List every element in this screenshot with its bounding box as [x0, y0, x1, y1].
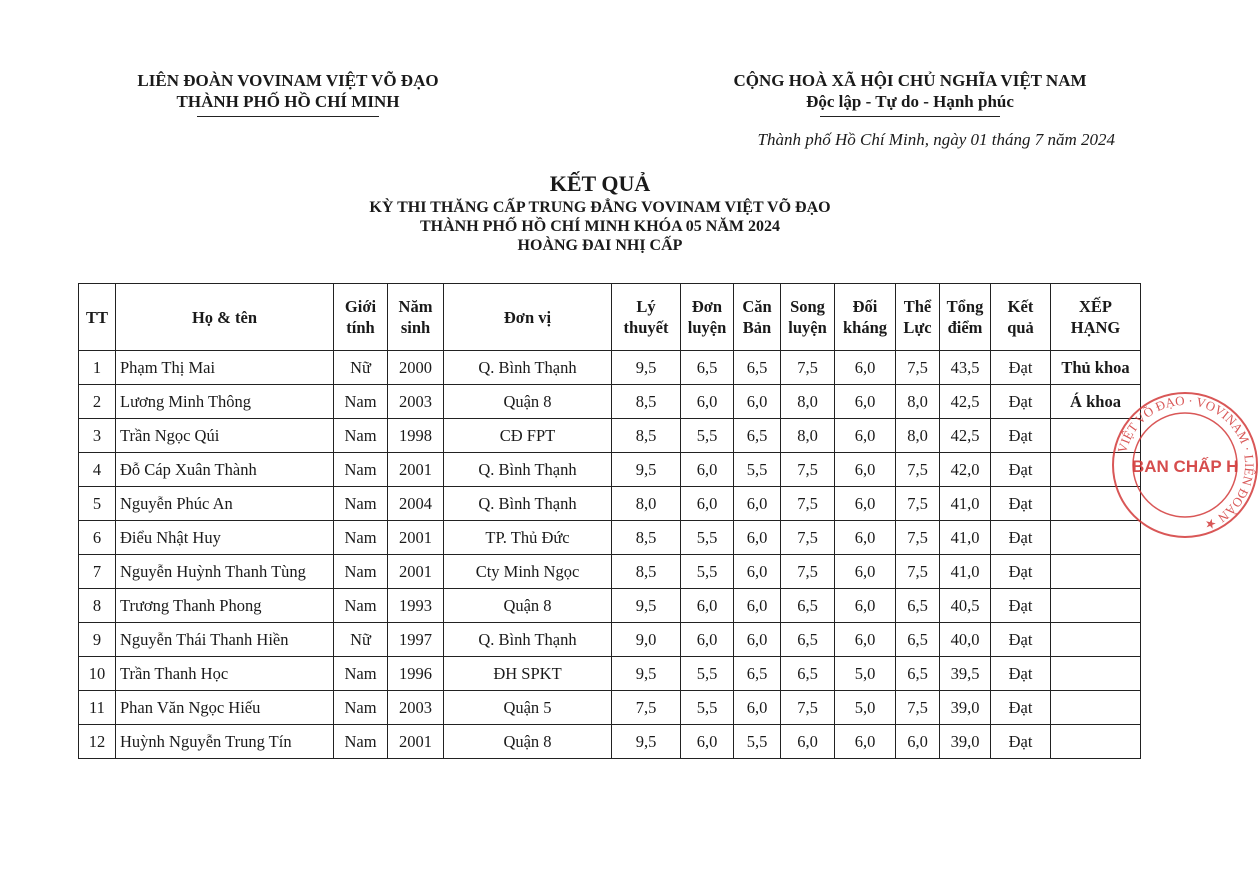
cell-year: 2003 — [388, 385, 444, 419]
cell-pair: 7,5 — [781, 555, 835, 589]
table-row — [79, 453, 1141, 487]
cell-pair: 8,0 — [781, 419, 835, 453]
table-row — [79, 623, 1141, 657]
cell-solo: 5,5 — [681, 555, 734, 589]
title-main: KẾT QUẢ — [549, 171, 651, 196]
col-sparring: Đối kháng — [835, 284, 896, 351]
cell-year: 2003 — [388, 691, 444, 725]
cell-sparring: 6,0 — [835, 623, 896, 657]
cell-total: 39,0 — [940, 691, 991, 725]
cell-name: Nguyễn Phúc An — [116, 487, 334, 521]
cell-fitness: 7,5 — [896, 351, 940, 385]
col-pair: Song luyện — [781, 284, 835, 351]
col-rank: XẾP HẠNG — [1051, 284, 1141, 351]
cell-pair: 7,5 — [781, 351, 835, 385]
cell-gender: Nam — [334, 555, 388, 589]
cell-theory: 8,5 — [612, 555, 681, 589]
cell-solo: 6,0 — [681, 453, 734, 487]
cell-sparring: 6,0 — [835, 725, 896, 759]
cell-result: Đạt — [991, 419, 1051, 453]
cell-unit: Quận 8 — [444, 725, 612, 759]
cell-unit: CĐ FPT — [444, 419, 612, 453]
cell-fitness: 7,5 — [896, 453, 940, 487]
cell-gender: Nam — [334, 487, 388, 521]
col-total: Tổng điểm — [940, 284, 991, 351]
cell-fitness: 6,5 — [896, 623, 940, 657]
cell-pair: 6,5 — [781, 623, 835, 657]
cell-year: 2001 — [388, 725, 444, 759]
cell-sparring: 6,0 — [835, 351, 896, 385]
cell-sparring: 6,0 — [835, 419, 896, 453]
cell-theory: 8,0 — [612, 487, 681, 521]
cell-tt: 6 — [79, 521, 116, 555]
col-fitness: Thể Lực — [896, 284, 940, 351]
cell-gender: Nam — [334, 657, 388, 691]
col-solo: Đơn luyện — [681, 284, 734, 351]
stamp-ring-text: VIỆT VÕ ĐẠO · VOVINAM · LIÊN ĐOÀN ★ — [1114, 392, 1258, 534]
cell-pair: 6,5 — [781, 589, 835, 623]
cell-theory: 7,5 — [612, 691, 681, 725]
cell-solo: 6,5 — [681, 351, 734, 385]
cell-total: 41,0 — [940, 521, 991, 555]
col-unit: Đơn vị — [444, 284, 612, 351]
cell-solo: 5,5 — [681, 419, 734, 453]
cell-total: 41,0 — [940, 555, 991, 589]
cell-gender: Nữ — [334, 351, 388, 385]
cell-sparring: 6,0 — [835, 589, 896, 623]
cell-theory: 9,5 — [612, 589, 681, 623]
cell-name: Đỗ Cáp Xuân Thành — [116, 453, 334, 487]
table-row — [79, 385, 1141, 419]
cell-year: 1993 — [388, 589, 444, 623]
stamp-center-text: BAN CHẤP H — [1132, 457, 1239, 476]
cell-gender: Nam — [334, 521, 388, 555]
org-name: LIÊN ĐOÀN VOVINAM VIỆT VÕ ĐẠO — [137, 71, 439, 90]
cell-unit: Quận 8 — [444, 589, 612, 623]
cell-year: 2001 — [388, 555, 444, 589]
cell-basic: 5,5 — [734, 725, 781, 759]
cell-basic: 6,0 — [734, 691, 781, 725]
cell-result: Đạt — [991, 623, 1051, 657]
cell-fitness: 8,0 — [896, 385, 940, 419]
cell-tt: 7 — [79, 555, 116, 589]
table-row — [79, 487, 1141, 521]
title-sub-1: KỲ THI THĂNG CẤP TRUNG ĐẲNG VOVINAM VIỆT VÕ ĐẠO — [369, 199, 831, 216]
cell-pair: 7,5 — [781, 453, 835, 487]
cell-rank: Thủ khoa — [1051, 351, 1141, 385]
cell-pair: 6,5 — [781, 657, 835, 691]
col-year: Năm sinh — [388, 284, 444, 351]
cell-gender: Nam — [334, 691, 388, 725]
cell-basic: 6,5 — [734, 351, 781, 385]
cell-name: Điểu Nhật Huy — [116, 521, 334, 555]
official-seal-stamp — [1110, 390, 1260, 540]
cell-pair: 6,0 — [781, 725, 835, 759]
cell-gender: Nam — [334, 589, 388, 623]
col-tt: TT — [79, 284, 116, 351]
cell-gender: Nam — [334, 419, 388, 453]
cell-name: Lương Minh Thông — [116, 385, 334, 419]
cell-solo: 6,0 — [681, 589, 734, 623]
cell-result: Đạt — [991, 657, 1051, 691]
national-motto: Độc lập - Tự do - Hạnh phúc — [806, 92, 1014, 111]
cell-result: Đạt — [991, 487, 1051, 521]
cell-unit: Q. Bình Thạnh — [444, 351, 612, 385]
cell-rank — [1051, 589, 1141, 623]
cell-name: Nguyễn Huỳnh Thanh Tùng — [116, 555, 334, 589]
cell-name: Phan Văn Ngọc Hiếu — [116, 691, 334, 725]
cell-result: Đạt — [991, 589, 1051, 623]
cell-fitness: 6,5 — [896, 657, 940, 691]
cell-rank — [1051, 555, 1141, 589]
cell-result: Đạt — [991, 555, 1051, 589]
cell-basic: 6,0 — [734, 623, 781, 657]
national-header-underline — [820, 116, 1000, 117]
cell-pair: 7,5 — [781, 487, 835, 521]
title-sub-3: HOÀNG ĐAI NHỊ CẤP — [517, 237, 683, 254]
cell-fitness: 8,0 — [896, 419, 940, 453]
cell-tt: 1 — [79, 351, 116, 385]
cell-tt: 9 — [79, 623, 116, 657]
cell-basic: 6,5 — [734, 657, 781, 691]
col-theory: Lý thuyết — [612, 284, 681, 351]
cell-fitness: 7,5 — [896, 555, 940, 589]
cell-name: Trần Ngọc Qúi — [116, 419, 334, 453]
cell-total: 42,5 — [940, 385, 991, 419]
cell-basic: 5,5 — [734, 453, 781, 487]
cell-fitness: 7,5 — [896, 691, 940, 725]
cell-solo: 6,0 — [681, 623, 734, 657]
cell-year: 2001 — [388, 453, 444, 487]
cell-sparring: 5,0 — [835, 691, 896, 725]
table-row — [79, 419, 1141, 453]
cell-basic: 6,0 — [734, 385, 781, 419]
cell-basic: 6,0 — [734, 555, 781, 589]
cell-unit: Cty Minh Ngọc — [444, 555, 612, 589]
cell-rank: Á khoa — [1051, 385, 1141, 419]
cell-result: Đạt — [991, 691, 1051, 725]
cell-theory: 8,5 — [612, 419, 681, 453]
cell-unit: Q. Bình Thạnh — [444, 623, 612, 657]
cell-year: 2000 — [388, 351, 444, 385]
col-result: Kết quả — [991, 284, 1051, 351]
cell-basic: 6,0 — [734, 589, 781, 623]
cell-theory: 9,5 — [612, 453, 681, 487]
cell-pair: 8,0 — [781, 385, 835, 419]
cell-gender: Nam — [334, 453, 388, 487]
cell-result: Đạt — [991, 725, 1051, 759]
results-table — [78, 283, 1141, 759]
cell-gender: Nam — [334, 385, 388, 419]
cell-total: 39,5 — [940, 657, 991, 691]
cell-theory: 8,5 — [612, 521, 681, 555]
cell-fitness: 6,0 — [896, 725, 940, 759]
cell-fitness: 7,5 — [896, 487, 940, 521]
cell-unit: Quận 8 — [444, 385, 612, 419]
cell-solo: 6,0 — [681, 487, 734, 521]
cell-pair: 7,5 — [781, 521, 835, 555]
cell-tt: 12 — [79, 725, 116, 759]
cell-tt: 11 — [79, 691, 116, 725]
cell-year: 1996 — [388, 657, 444, 691]
cell-basic: 6,0 — [734, 521, 781, 555]
org-city: THÀNH PHỐ HỒ CHÍ MINH — [176, 92, 400, 111]
national-title: CỘNG HOÀ XÃ HỘI CHỦ NGHĨA VIỆT NAM — [733, 71, 1087, 90]
cell-sparring: 6,0 — [835, 555, 896, 589]
cell-year: 1998 — [388, 419, 444, 453]
cell-year: 2004 — [388, 487, 444, 521]
national-header — [700, 70, 1120, 117]
table-row — [79, 589, 1141, 623]
cell-sparring: 6,0 — [835, 385, 896, 419]
cell-unit: ĐH SPKT — [444, 657, 612, 691]
cell-gender: Nữ — [334, 623, 388, 657]
title-sub-2: THÀNH PHỐ HỒ CHÍ MINH KHÓA 05 NĂM 2024 — [420, 218, 780, 235]
cell-pair: 7,5 — [781, 691, 835, 725]
cell-sparring: 6,0 — [835, 487, 896, 521]
table-row — [79, 351, 1141, 385]
cell-solo: 6,0 — [681, 385, 734, 419]
cell-basic: 6,5 — [734, 419, 781, 453]
cell-rank — [1051, 657, 1141, 691]
cell-result: Đạt — [991, 351, 1051, 385]
cell-rank — [1051, 691, 1141, 725]
table-row — [79, 691, 1141, 725]
cell-gender: Nam — [334, 725, 388, 759]
cell-tt: 8 — [79, 589, 116, 623]
cell-total: 40,0 — [940, 623, 991, 657]
cell-sparring: 5,0 — [835, 657, 896, 691]
col-gender: Giới tính — [334, 284, 388, 351]
cell-solo: 5,5 — [681, 521, 734, 555]
cell-year: 1997 — [388, 623, 444, 657]
cell-name: Phạm Thị Mai — [116, 351, 334, 385]
cell-theory: 9,5 — [612, 351, 681, 385]
org-header-underline — [197, 116, 379, 117]
cell-total: 42,0 — [940, 453, 991, 487]
cell-unit: TP. Thủ Đức — [444, 521, 612, 555]
cell-solo: 5,5 — [681, 657, 734, 691]
cell-tt: 2 — [79, 385, 116, 419]
cell-result: Đạt — [991, 385, 1051, 419]
cell-sparring: 6,0 — [835, 453, 896, 487]
cell-name: Huỳnh Nguyễn Trung Tín — [116, 725, 334, 759]
cell-theory: 9,0 — [612, 623, 681, 657]
cell-name: Trương Thanh Phong — [116, 589, 334, 623]
cell-unit: Quận 5 — [444, 691, 612, 725]
cell-rank — [1051, 623, 1141, 657]
cell-theory: 8,5 — [612, 385, 681, 419]
cell-unit: Q. Bình Thạnh — [444, 453, 612, 487]
table-row — [79, 657, 1141, 691]
table-row — [79, 521, 1141, 555]
cell-sparring: 6,0 — [835, 521, 896, 555]
cell-theory: 9,5 — [612, 657, 681, 691]
cell-tt: 3 — [79, 419, 116, 453]
cell-result: Đạt — [991, 453, 1051, 487]
cell-total: 40,5 — [940, 589, 991, 623]
document-title — [300, 170, 900, 255]
col-basic: Căn Bản — [734, 284, 781, 351]
cell-year: 2001 — [388, 521, 444, 555]
date-line: Thành phố Hồ Chí Minh, ngày 01 tháng 7 năm 2024 — [757, 130, 1115, 149]
cell-tt: 5 — [79, 487, 116, 521]
cell-rank — [1051, 725, 1141, 759]
cell-tt: 4 — [79, 453, 116, 487]
cell-tt: 10 — [79, 657, 116, 691]
col-name: Họ & tên — [116, 284, 334, 351]
cell-name: Trần Thanh Học — [116, 657, 334, 691]
cell-result: Đạt — [991, 521, 1051, 555]
cell-basic: 6,0 — [734, 487, 781, 521]
cell-solo: 5,5 — [681, 691, 734, 725]
organization-header — [98, 70, 478, 117]
cell-fitness: 6,5 — [896, 589, 940, 623]
cell-fitness: 7,5 — [896, 521, 940, 555]
cell-solo: 6,0 — [681, 725, 734, 759]
cell-total: 41,0 — [940, 487, 991, 521]
cell-total: 43,5 — [940, 351, 991, 385]
table-row — [79, 555, 1141, 589]
header-row — [79, 284, 1141, 351]
table-row — [79, 725, 1141, 759]
cell-total: 39,0 — [940, 725, 991, 759]
cell-name: Nguyễn Thái Thanh Hiền — [116, 623, 334, 657]
cell-total: 42,5 — [940, 419, 991, 453]
cell-theory: 9,5 — [612, 725, 681, 759]
cell-unit: Q. Bình Thạnh — [444, 487, 612, 521]
